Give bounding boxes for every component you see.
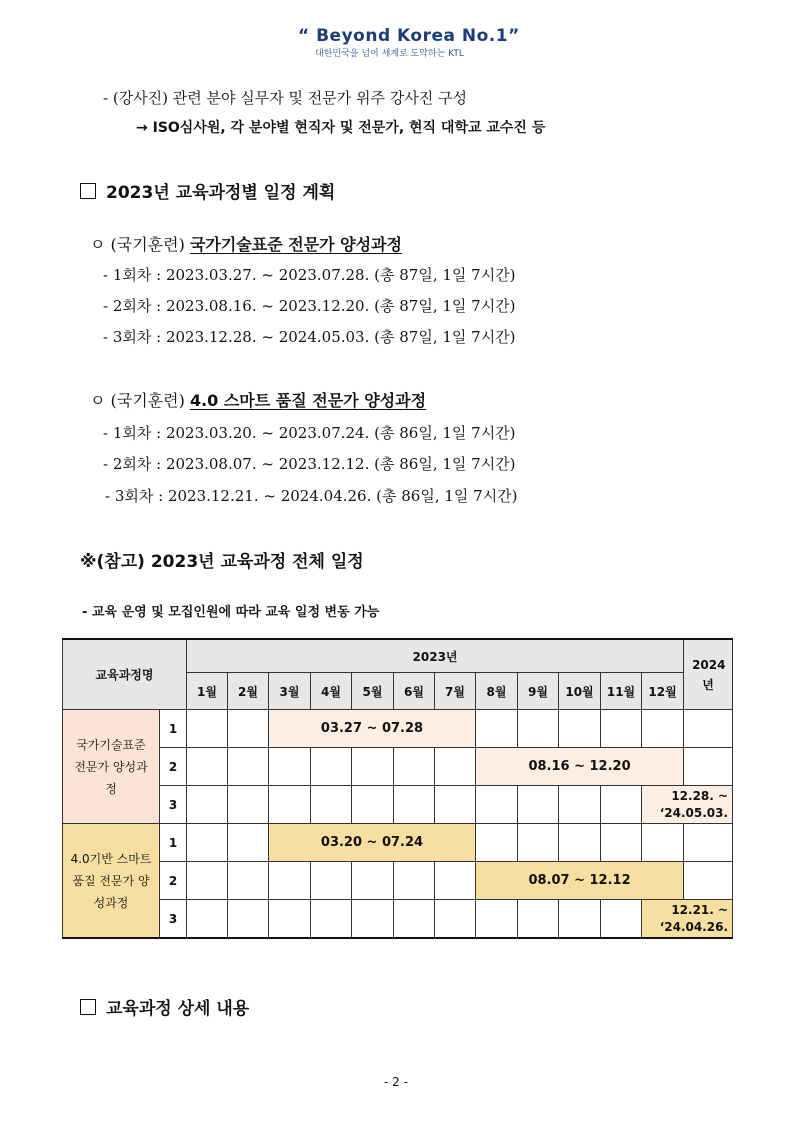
intro-line-1: - (강사진) 관련 분야 실무자 및 전문가 위주 강사진 구성 <box>103 89 467 107</box>
logo-title: “ Beyond Korea No.1” <box>298 26 520 46</box>
course1-round3-bar: 12.28. ~ ‘24.05.03. <box>642 786 733 824</box>
course2-round-2: - 2회차 : 2023.08.07. ~ 2023.12.12. (총 86일, 1일 7시간) <box>103 455 516 473</box>
col-course-header: 교육과정명 <box>63 639 187 710</box>
month-header: 10월 <box>559 673 601 710</box>
course2-label: 4.0기반 스마트 품질 전문가 양성과정 <box>63 824 160 939</box>
logo-subtitle: 대한민국을 넘어 세계로 도약하는 KTL <box>315 49 464 59</box>
month-header: 6월 <box>394 673 435 710</box>
month-header: 11월 <box>601 673 642 710</box>
course1-round-3: - 3회차 : 2023.12.28. ~ 2024.05.03. (총 87일, 1일 7시간) <box>103 328 516 346</box>
month-header: 8월 <box>476 673 518 710</box>
course1-heading: ㅇ (국기훈련) 국가기술표준 전문가 양성과정 <box>90 235 403 254</box>
round-number: 3 <box>160 786 187 824</box>
schedule-table <box>62 638 733 939</box>
course2-round3-bar: 12.21. ~ ‘24.04.26. <box>642 900 733 939</box>
round-number: 2 <box>160 748 187 786</box>
month-header: 2월 <box>228 673 269 710</box>
round-number: 2 <box>160 862 187 900</box>
course2-round-1: - 1회차 : 2023.03.20. ~ 2023.07.24. (총 86일, 1일 7시간) <box>103 424 516 442</box>
month-header: 3월 <box>269 673 311 710</box>
month-header: 12월 <box>642 673 684 710</box>
course2-name: 4.0 스마트 품질 전문가 양성과정 <box>189 391 427 410</box>
page-number: - 2 - <box>384 1075 408 1089</box>
course1-round-1: - 1회차 : 2023.03.27. ~ 2023.07.28. (총 87일, 1일 7시간) <box>103 266 516 284</box>
course2-heading: ㅇ (국기훈련) 4.0 스마트 품질 전문가 양성과정 <box>90 391 427 410</box>
month-header: 7월 <box>435 673 476 710</box>
course2-round-3: - 3회차 : 2023.12.21. ~ 2024.04.26. (총 86일, 1일 7시간) <box>105 487 518 505</box>
course1-label: 국가기술표준 전문가 양성과정 <box>63 710 160 824</box>
checkbox-square-icon <box>80 183 96 199</box>
schedule-note: - 교육 운영 및 모집인원에 따라 교육 일정 변동 가능 <box>82 605 380 620</box>
month-header: 1월 <box>187 673 228 710</box>
month-header: 9월 <box>518 673 559 710</box>
round-number: 1 <box>160 710 187 748</box>
section-title-schedule: 2023년 교육과정별 일정 계획 <box>80 178 335 203</box>
section-title-reference: ※(참고) 2023년 교육과정 전체 일정 <box>80 552 364 572</box>
month-header: 5월 <box>352 673 394 710</box>
month-header: 4월 <box>311 673 352 710</box>
course1-round2-bar: 08.16 ~ 12.20 <box>476 748 684 786</box>
course1-round1-bar: 03.27 ~ 07.28 <box>269 710 476 748</box>
course2-round2-bar: 08.07 ~ 12.12 <box>476 862 684 900</box>
checkbox-square-icon <box>80 999 96 1015</box>
year-header: 2023년 <box>187 639 684 673</box>
section-title-detail: 교육과정 상세 내용 <box>80 994 249 1019</box>
round-number: 3 <box>160 900 187 939</box>
intro-line-2: → ISO심사원, 각 분야별 현직자 및 전문가, 현직 대학교 교수진 등 <box>136 120 546 136</box>
round-number: 1 <box>160 824 187 862</box>
course2-round1-bar: 03.20 ~ 07.24 <box>269 824 476 862</box>
course1-name: 국가기술표준 전문가 양성과정 <box>189 235 403 254</box>
course1-round-2: - 2회차 : 2023.08.16. ~ 2023.12.20. (총 87일, 1일 7시간) <box>103 297 516 315</box>
next-year-header: 2024년 <box>684 639 733 710</box>
